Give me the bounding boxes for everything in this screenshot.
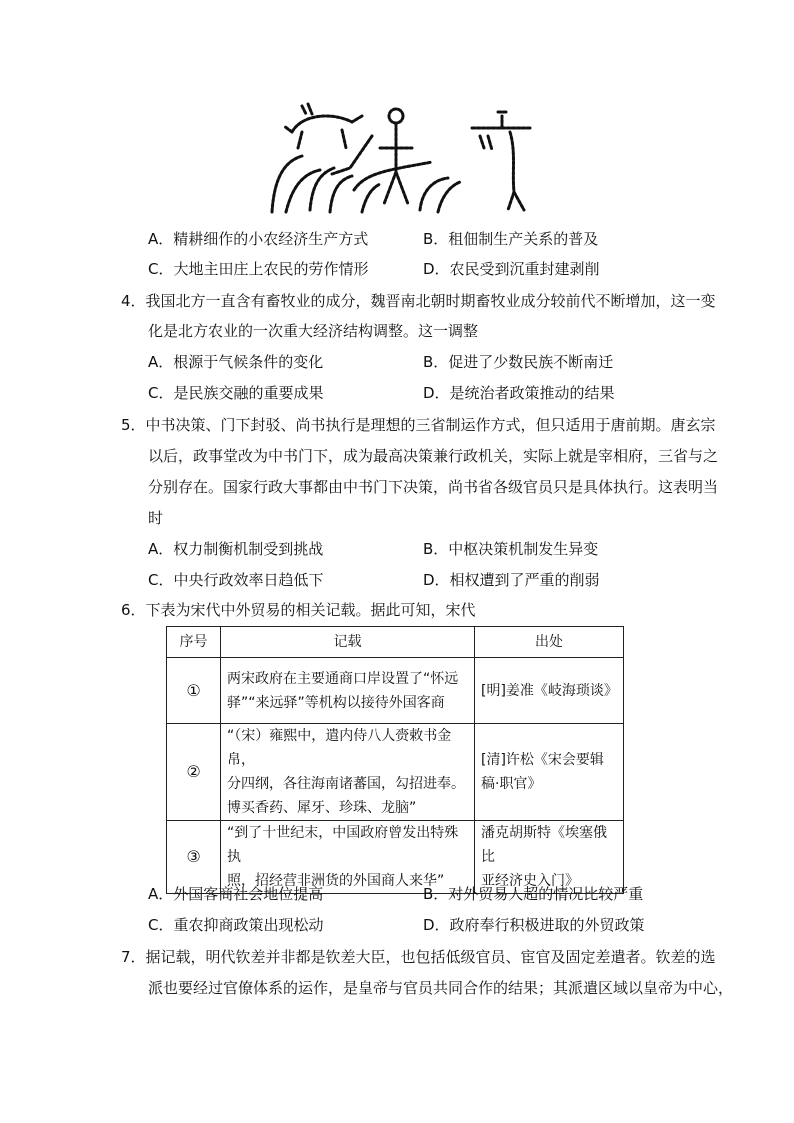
table-header-row: [167, 627, 624, 658]
q7-stem-line-1: 7．据记载，明代钦差并非都是钦差大臣，也包括低级官员、宦官及固定差遣者。钦差的选: [121, 948, 716, 966]
source-line: [明]姜准《岐海琐谈》: [481, 682, 618, 699]
q4-option-a: A．根源于气候条件的变化: [148, 353, 324, 371]
row-source: [475, 821, 624, 894]
record-line: 两宋政府在主要通商口岸设置了“怀远: [227, 670, 459, 687]
row-record: [221, 821, 475, 894]
row-no: ②: [167, 724, 221, 821]
q5-stem-line-4: 时: [148, 509, 164, 527]
source-line: 亚经济史入门》: [481, 873, 579, 889]
relief-image: [262, 92, 544, 220]
q5-option-d: D．相权遭到了严重的削弱: [423, 571, 600, 589]
q7-stem-line-2: 派也要经过官僚体系的运作，是皇帝与官员共同合作的结果；其派遣区域以皇帝为中心，: [148, 979, 734, 997]
source-line: 潘克胡斯特《埃塞俄比: [481, 825, 607, 865]
source-line: 稿·职官》: [481, 776, 542, 792]
table-row: [167, 724, 624, 821]
row-record: [221, 658, 475, 724]
row-source: [475, 724, 624, 821]
header-no: 序号: [167, 627, 221, 658]
record-line: “（宋）雍熙中，遣内侍八人赍敕书金帛，: [227, 728, 452, 768]
record-line: 驿”“来远驿”等机构以接待外国客商: [227, 694, 445, 711]
q3-option-b: B．租佃制生产关系的普及: [423, 230, 599, 248]
q4-stem-line-2: 化是北方农业的一次重大经济结构调整。这一调整: [148, 322, 479, 340]
header-source: 出处: [475, 627, 624, 658]
q6-option-a: A．外国客商社会地位提高: [148, 885, 324, 903]
q4-option-b: B．促进了少数民族不断南迁: [423, 353, 614, 371]
record-line: 博买香药、犀牙、珍珠、龙脑”: [227, 800, 417, 816]
q4-option-d: D．是统治者政策推动的结果: [423, 384, 615, 402]
q5-option-a: A．权力制衡机制受到挑战: [148, 540, 324, 558]
q6-option-d: D．政府奉行积极进取的外贸政策: [423, 916, 645, 934]
record-line: “到了十世纪末，中国政府曾发出特殊执: [227, 825, 459, 865]
table-row: [167, 821, 624, 894]
q6-stem-line-1: 6．下表为宋代中外贸易的相关记载。据此可知，宋代: [121, 601, 476, 619]
trade-records-table: [166, 626, 624, 894]
q5-stem-line-2: 以后，政事堂改为中书门下，成为最高决策兼行政机关，实际上就是宰相府，三省与之: [148, 447, 719, 465]
row-no: ③: [167, 821, 221, 894]
row-record: [221, 724, 475, 821]
source-line: [清]许松《宋会要辑: [481, 752, 604, 768]
q3-option-c: C．大地主田庄上农民的劳作情形: [148, 260, 369, 278]
row-no: ①: [167, 658, 221, 724]
row-source: [475, 658, 624, 724]
q5-stem-line-3: 分别存在。国家行政大事都由中书门下决策，尚书省各级官员只是具体执行。这表明当: [148, 478, 719, 496]
q6-option-b: B．对外贸易人超的情况比较严重: [423, 885, 644, 903]
q4-stem-line-1: 4．我国北方一直含有畜牧业的成分，魏晋南北朝时期畜牧业成分较前代不断增加，这一变: [121, 292, 716, 310]
q5-option-c: C．中央行政效率日趋低下: [148, 571, 324, 589]
record-line: 分四纲，各往海南诸蕃国，勾招进奉。: [227, 776, 465, 792]
table-row: [167, 658, 624, 724]
q5-option-b: B．中枢决策机制发生异变: [423, 540, 599, 558]
q4-option-c: C．是民族交融的重要成果: [148, 384, 324, 402]
q3-option-d: D．农民受到沉重封建剥削: [423, 260, 600, 278]
q5-stem-line-1: 5．中书决策、门下封驳、尚书执行是理想的三省制运作方式，但只适用于唐前期。唐玄宗: [121, 416, 716, 434]
header-record: 记载: [221, 627, 475, 658]
q6-option-c: C．重农抑商政策出现松动: [148, 916, 324, 934]
record-line: 照，招经营非洲货的外国商人来华”: [227, 873, 445, 889]
q3-option-a: A．精耕细作的小农经济生产方式: [148, 230, 369, 248]
